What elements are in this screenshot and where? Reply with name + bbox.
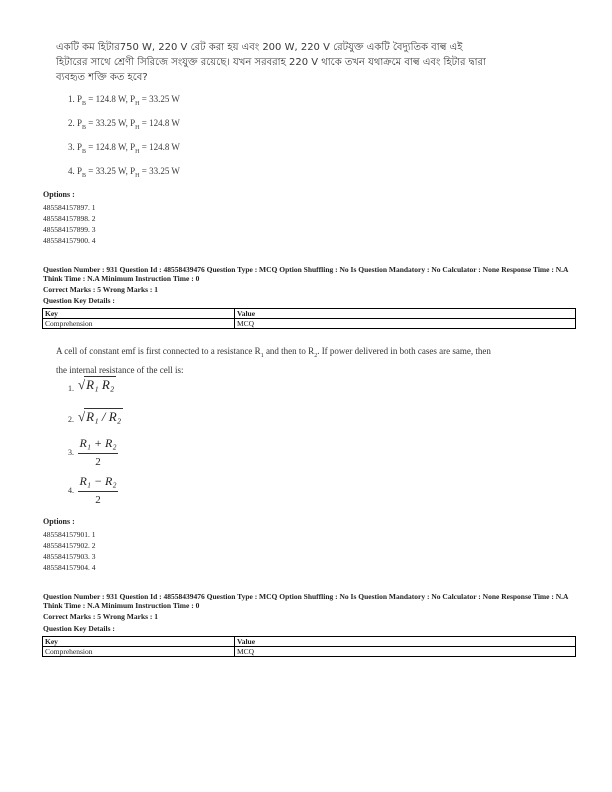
table-cell-key: Comprehension bbox=[43, 319, 235, 329]
q1-option-4: 4. $P_B = 33.25$ W, $P_H = 33.25$ W bbox=[68, 166, 180, 179]
q2-option-4-formula: R₁ − R₂ 2 bbox=[79, 474, 117, 506]
table-header-key: Key bbox=[43, 637, 235, 647]
question-1-text: একটি কম হিটার750 W, 220 V রেট করা হয় এবং 200 W, 220 V রেটযুক্ত একটি বৈদ্যুতিক বাল্ব এই হিটারের সাথে শ্রেণী সিরিজে সংযুক্ত রয়েছে। যখন সরবরাহ 220 V থাকে তখন যথাক্রমে বাল্ব এবং হিটার দ্বারা ব্যবহৃত শক্তি কত হবে? bbox=[56, 42, 486, 83]
q1-option-3: 3. $P_B = 124.8$ W, $P_H = 124.8$ W bbox=[68, 142, 180, 155]
q2-option-id-3: 485584157903. 3 bbox=[43, 552, 96, 561]
q2-option-2-number: 2. bbox=[68, 415, 74, 424]
question-meta-1: Question Number : 931 Question Id : 48558439476 Question Type : MCQ Option Shuffling : No Is Question Mandatory : No Calculator : None Response Time : N.A Think Time : N.A Minimum Instruction Time : 0 bbox=[43, 265, 569, 283]
table-header-key: Key bbox=[43, 309, 235, 319]
q2-option-4-number: 4. bbox=[68, 486, 74, 495]
table-cell-value: MCQ bbox=[235, 319, 576, 329]
fraction-bar bbox=[78, 491, 118, 492]
fraction-bar bbox=[78, 453, 118, 454]
q1-option-2: 2. $P_B = 33.25$ W, $P_H = 124.8$ W bbox=[68, 118, 180, 131]
q1-option-id-1: 485584157897. 1 bbox=[43, 203, 96, 212]
marks-1: Correct Marks : 5 Wrong Marks : 1 bbox=[43, 285, 159, 294]
q1-options-label: Options : bbox=[43, 190, 75, 199]
question-2-text: A cell of constant emf is first connected to a resistance $R_1$ and then to $R_2$. If power delivered in both cases are same, then the internal resistance of the cell is: bbox=[56, 346, 491, 375]
q2-option-1-number: 1. bbox=[68, 384, 74, 393]
q2-option-1-formula: √R₁ R₂ bbox=[78, 377, 115, 392]
table-cell-key: Comprehension bbox=[43, 647, 235, 657]
key-value-table-1 bbox=[42, 308, 576, 329]
q1-option-id-2: 485584157898. 2 bbox=[43, 214, 96, 223]
key-value-table-2 bbox=[42, 636, 576, 657]
q2-option-2-formula: √R₁ / R₂ bbox=[78, 409, 122, 424]
q1-option-id-3: 485584157899. 3 bbox=[43, 225, 96, 234]
key-details-label-1: Question Key Details : bbox=[43, 296, 115, 305]
table-header-value: Value bbox=[235, 309, 576, 319]
q2-option-id-2: 485584157902. 2 bbox=[43, 541, 96, 550]
q2-option-3-number: 3. bbox=[68, 448, 74, 457]
q2-option-id-4: 485584157904. 4 bbox=[43, 563, 96, 572]
question-meta-2: Question Number : 931 Question Id : 48558439476 Question Type : MCQ Option Shuffling : No Is Question Mandatory : No Calculator : None Response Time : N.A Think Time : N.A Minimum Instruction Time : 0 bbox=[43, 592, 569, 610]
marks-2: Correct Marks : 5 Wrong Marks : 1 bbox=[43, 612, 159, 621]
q1-option-id-4: 485584157900. 4 bbox=[43, 236, 96, 245]
q2-option-3-formula: R₁ + R₂ 2 bbox=[79, 436, 117, 468]
q2-option-id-1: 485584157901. 1 bbox=[43, 530, 96, 539]
key-details-label-2: Question Key Details : bbox=[43, 624, 115, 633]
q1-option-1: 1. $P_B = 124.8$ W, $P_H = 33.25$ W bbox=[68, 94, 180, 107]
table-cell-value: MCQ bbox=[235, 647, 576, 657]
table-header-value: Value bbox=[235, 637, 576, 647]
q2-options-label: Options : bbox=[43, 517, 75, 526]
